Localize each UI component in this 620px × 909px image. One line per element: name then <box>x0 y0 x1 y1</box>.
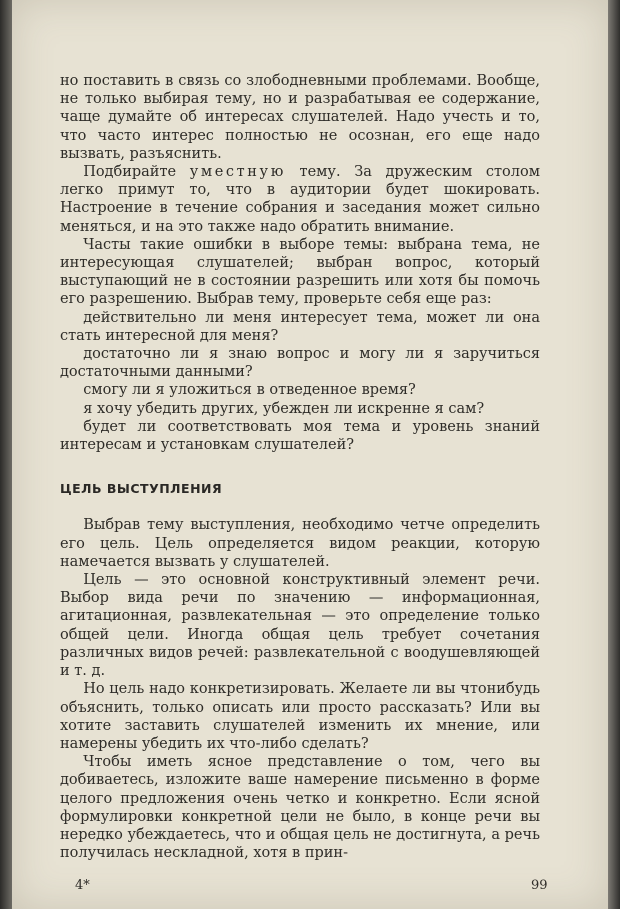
question-2: достаточно ли я знаю вопрос и могу ли я заручиться достаточными данными? <box>60 346 540 381</box>
paragraph-3: Часты такие ошибки в выборе темы: выбрана тема, не интересующая слушателей; выбран вопрос, который выступающий не в состоянии разрешить или хотя бы помочь его разрешению. Выбрав тему, проверьте себя еще раз: <box>60 236 540 308</box>
paragraph-2 <box>60 163 540 236</box>
book-spine-shadow <box>0 0 12 909</box>
paragraph-2-start: Подбирайте <box>83 164 190 181</box>
question-4: я хочу убедить других, убежден ли искренне я сам? <box>83 400 485 417</box>
paragraph-1: но поставить в связь со злободневными проблемами. Вообще, не только выбирая тему, но и разрабатывая ее содержание, чаще думайте об интересах слушателей. Надо учесть и то, что часто интерес полностью не осознан, его еще надо вызвать, разъяснить. <box>60 73 540 162</box>
paragraph-5: Цель — это основной конструктивный элемент речи. Выбор вида речи по значению — информационная, агитационная, развлекательная — это определение только общей цели. Иногда общая цель требует сочетания различных видов речей: развлекательной с воодушевляющей и т. д. <box>60 572 540 680</box>
book-edge-shadow <box>606 0 620 909</box>
signature-mark: 4* <box>75 878 90 893</box>
paragraph-4: Выбрав тему выступления, необходимо четче определить его цель. Цель определяется видом реакции, которую намечается вызвать у слушателей. <box>60 517 540 570</box>
question-3: смогу ли я уложиться в отведенное время? <box>83 382 416 399</box>
question-5: будет ли соответствовать моя тема и уровень знаний интересам и установкам слушателей? <box>60 418 540 454</box>
section-heading: ЦЕЛЬ ВЫСТУПЛЕНИЯ <box>60 481 223 497</box>
paragraph-7: Чтобы иметь ясное представление о том, чего вы добиваетесь, изложите ваше намерение письменно в форме целого предложения очень четко и конкретно. Если ясной формулировки конкретной цели не было, в конце речи вы нередко убеждаетесь, что и общая цель не достигнута, а речь получилась нескладной, хотя в прин- <box>60 754 540 862</box>
paragraph-2-end: тему. За дружеским столом легко примут то, что в аудитории будет шокировать. Настроение в течение собрания и заседания может сильно меняться, и на это также надо обратить внимание. <box>60 164 540 235</box>
page-number: 99 <box>531 878 548 893</box>
question-1: действительно ли меня интересует тема, может ли она стать интересной для меня? <box>60 309 540 344</box>
emphasized-word: уместную <box>189 164 286 181</box>
paragraph-6: Но цель надо конкретизировать. Желаете ли вы чтонибудь объяснить, только описать или просто рассказать? Или вы хотите заставить слушателей изменить их мнение, или намерены убедить их что-либо сделать? <box>60 681 540 752</box>
page-text <box>60 72 540 862</box>
